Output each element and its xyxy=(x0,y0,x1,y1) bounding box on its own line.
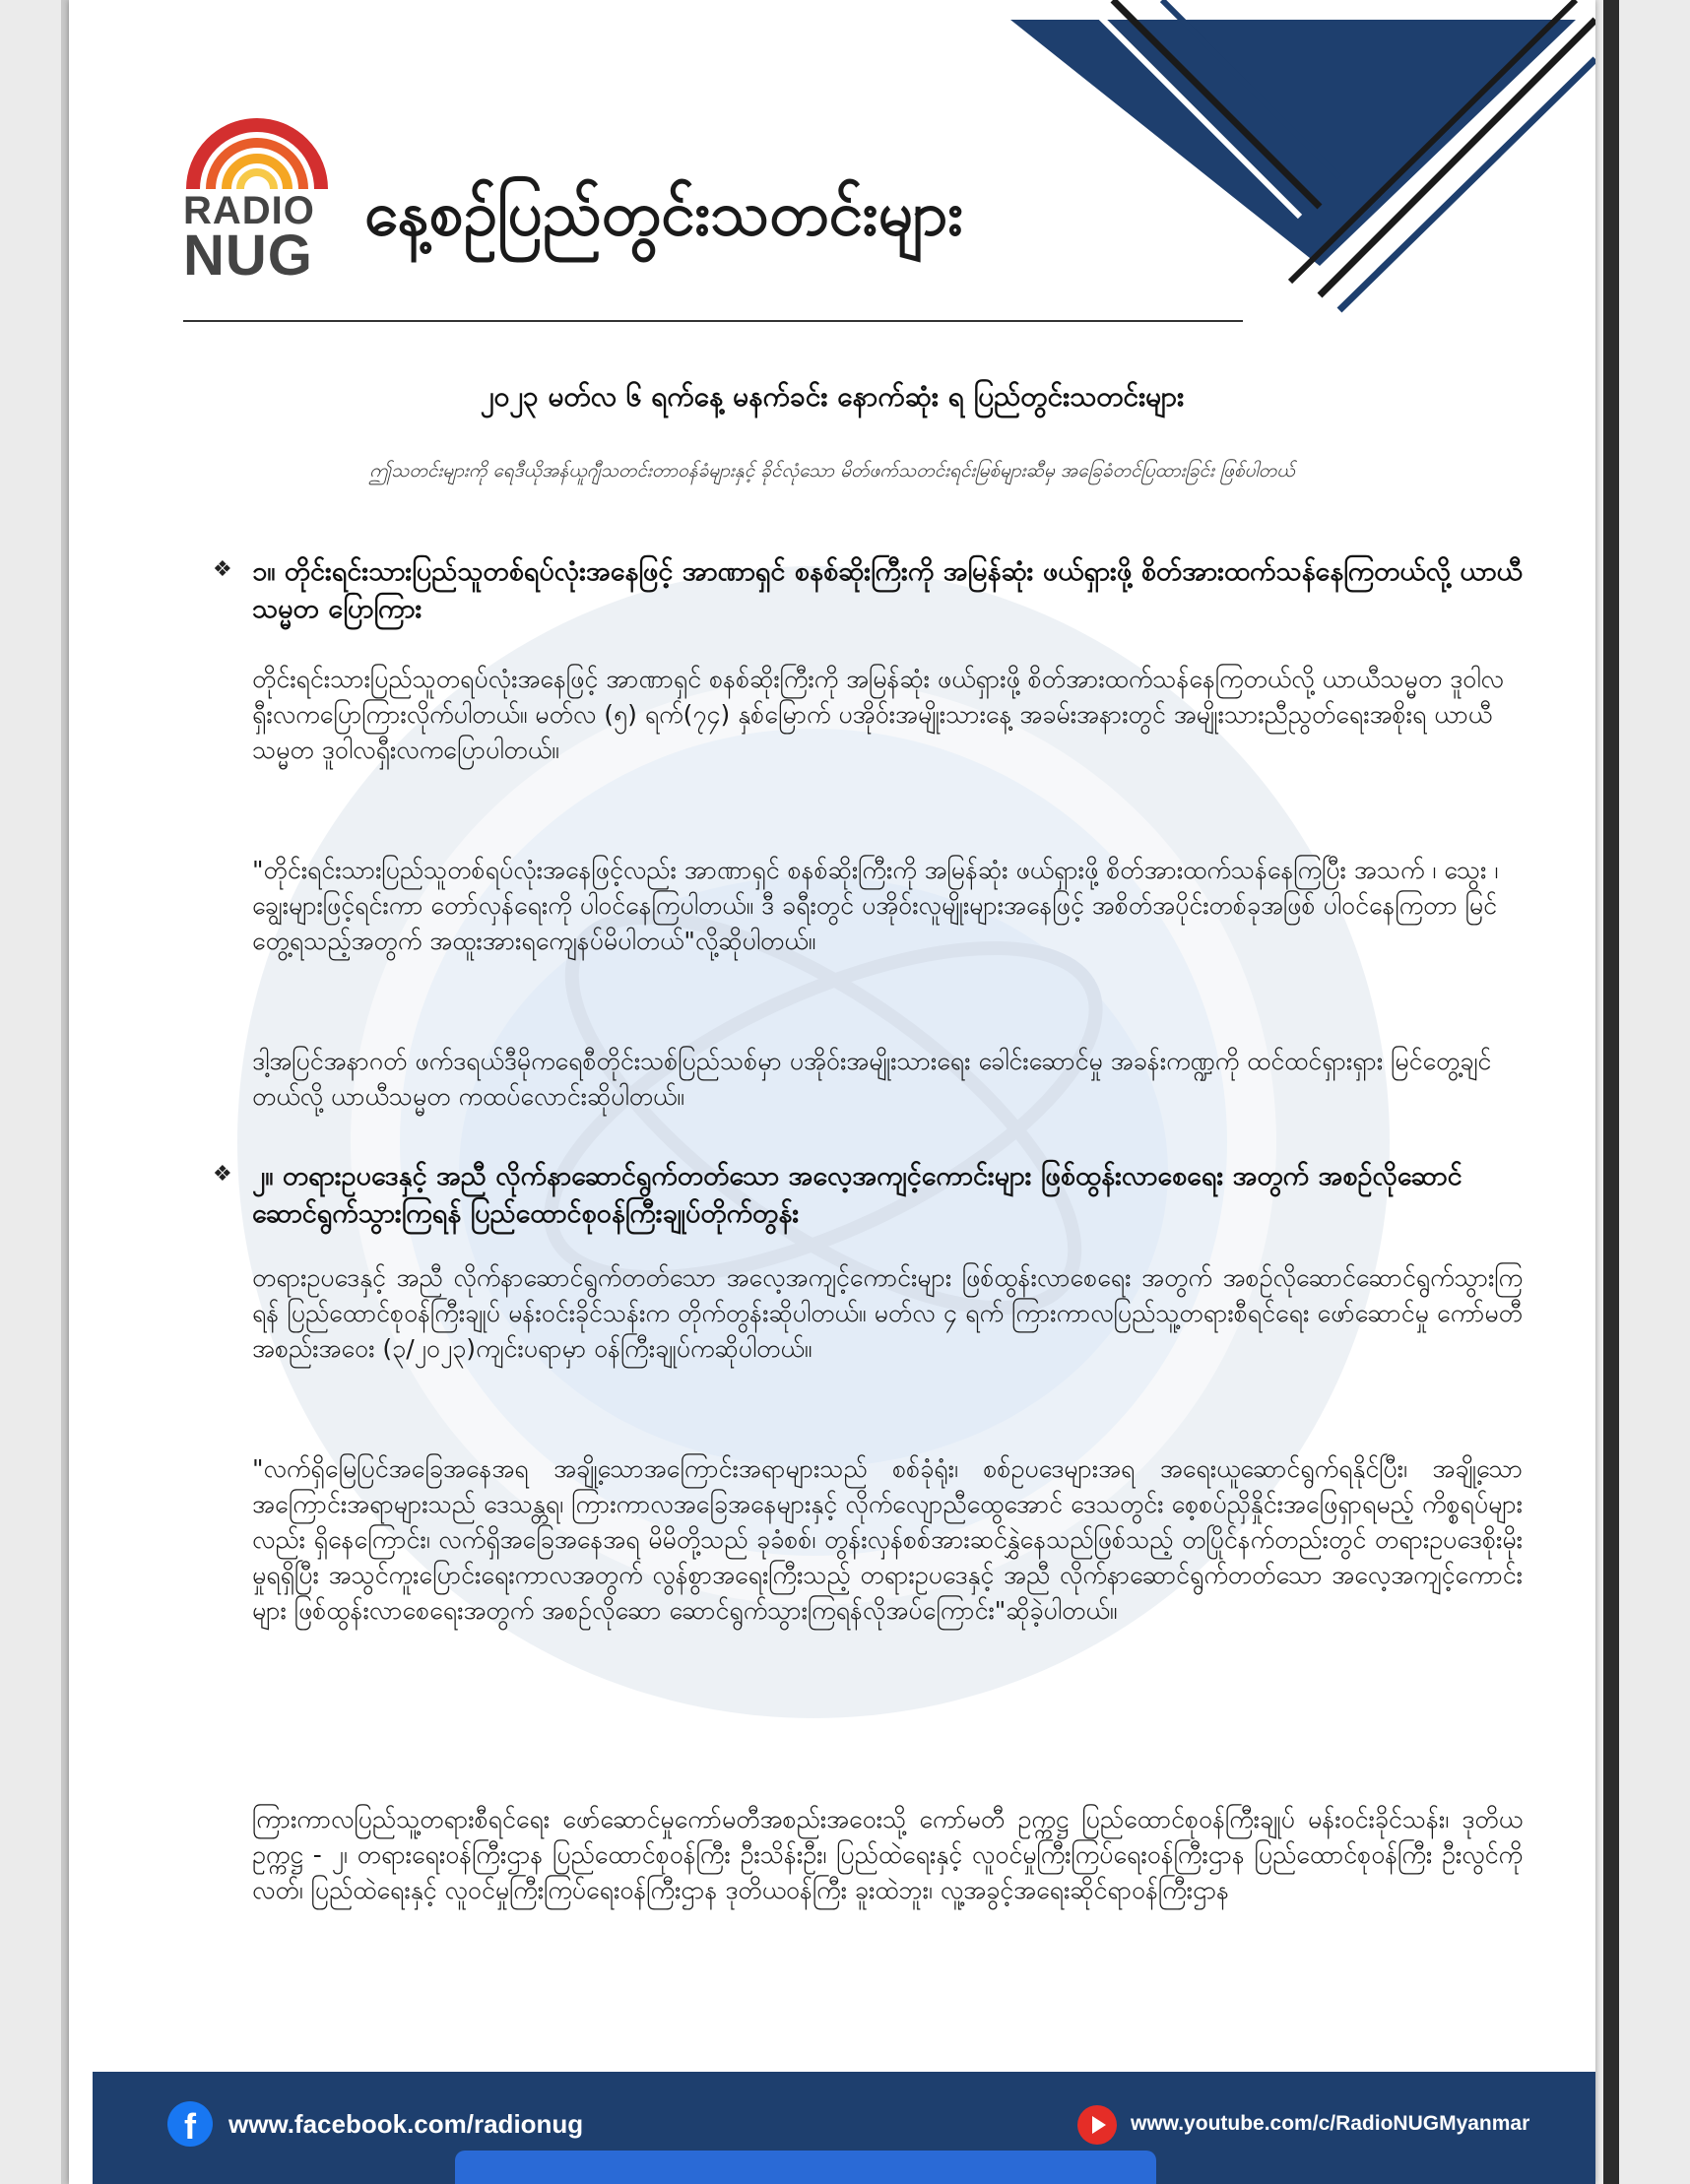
radio-nug-logo xyxy=(183,110,331,288)
corner-decoration xyxy=(965,0,1595,325)
article-paragraph: ဒါ့အပြင်အနာဂတ် ဖက်ဒရယ်ဒီမိုကရေစီတိုင်းသစ်ပြည်သစ်မှာ ပအိုဝ်းအမျိုးသားရေး ခေါင်းဆောင်မှု အခန်းကဏ္ဍကို ထင်ထင်ရှားရှား မြင်တွေ့ချင်တယ်လို့ ယာယီသမ္မတ ကထပ်လောင်းဆိုပါတယ်။ xyxy=(252,1047,1492,1111)
article-paragraph: "လက်ရှိမြေပြင်အခြေအနေအရ အချို့သောအကြောင်းအရာများသည် စစ်ခုံရုံး၊ စစ်ဥပဒေများအရ အရေးယူဆောင်ရွက်ရနိုင်ပြီး၊ အချို့သော အကြောင်းအရာများသည် ဒေသန္တရ၊ ကြားကာလအခြေအနေများနှင့် လိုက်လျောညီထွေအောင် ဒေသတွင်း စေ့စပ်ညှိနှိုင်းအဖြေရှာရမည့် ကိစ္စရပ်များလည်း ရှိနေကြောင်း၊ လက်ရှိအခြေအနေအရ မိမိတို့သည် ခုခံစစ်၊ တွန်းလှန်စစ်အားဆင်နွှဲနေသည်ဖြစ်သည့် တပြိုင်နက်တည်းတွင် တရားဥပဒေစိုးမိုးမှုရရှိပြီး အသွင်ကူးပြောင်းရေးကာလအတွက် လွန်စွာအရေးကြီးသည့် တရားဥပဒေနှင့် အညီ လိုက်နာဆောင်ရွက်တတ်သော အလေ့အကျင့်ကောင်းများ ဖြစ်ထွန်းလာစေရေးအတွက် အစဉ်လိုဆော ဆောင်ရွက်သွားကြရန်လိုအပ်ကြောင်း"ဆိုခဲ့ပါတယ်။ xyxy=(252,1454,1523,1625)
radio-waves-icon xyxy=(183,110,331,199)
facebook-link[interactable]: www.facebook.com/radionug xyxy=(228,2109,584,2139)
header-divider xyxy=(183,320,1243,322)
logo-radio-text: RADIO xyxy=(183,189,315,232)
article-headline: ၂။ တရားဥပဒေနှင့် အညီ လိုက်နာဆောင်ရွက်တတ်သော အလေ့အကျင့်ကောင်းများ ဖြစ်ထွန်းလာစေရေး အတွက် အစဉ်လိုဆောင်ဆောင်ရွက်သွားကြရန် ပြည်ထောင်စုဝန်ကြီးချုပ်တိုက်တွန်း xyxy=(252,1161,1462,1229)
source-note: ဤသတင်းများကို ရေဒီယိုအန်ယူဂျီသတင်းတာဝန်ခံများနှင့် ခိုင်လုံသော မိတ်ဖက်သတင်းရင်းမြစ်များဆီမှ အခြေခံတင်ပြထားခြင်း ဖြစ်ပါတယ် xyxy=(369,460,1295,482)
document-page xyxy=(69,0,1595,2184)
youtube-link[interactable]: www.youtube.com/c/RadioNUGMyanmar xyxy=(1131,2112,1530,2135)
article-paragraph: ကြားကာလပြည်သူ့တရားစီရင်ရေး ဖော်ဆောင်မှုကော်မတီအစည်းအဝေးသို့ ကော်မတီ ဥက္ကဋ္ဌ ပြည်ထောင်စုဝန်ကြီးချုပ် မန်းဝင်းခိုင်သန်း၊ ဒုတိယဥက္ကဋ္ဌ - ၂၊ တရားရေးဝန်ကြီးဌာန ပြည်ထောင်စုဝန်ကြီး ဦးသိန်းဦး၊ ပြည်ထဲရေးနှင့် လူဝင်မှုကြီးကြပ်ရေးဝန်ကြီးဌာန ပြည်ထောင်စုဝန်ကြီး ဦးလွင်ကိုလတ်၊ ပြည်ထဲရေးနှင့် လူဝင်မှုကြီးကြပ်ရေးဝန်ကြီးဌာန ဒုတိယဝန်ကြီး ခူးထဲဘူး၊ လူ့အခွင့်အရေးဆိုင်ရာဝန်ကြီးဌာန xyxy=(252,1805,1523,1904)
youtube-icon[interactable] xyxy=(1077,2105,1117,2145)
article-headline: ၁။ တိုင်းရင်းသားပြည်သူတစ်ရပ်လုံးအနေဖြင့် အာဏာရှင် စနစ်ဆိုးကြီးကို အမြန်ဆုံး ဖယ်ရှားဖို့ စိတ်အားထက်သန်နေကြတယ်လို့ ယာယီသမ္မတ ပြောကြား xyxy=(252,556,1523,624)
masthead-title: နေ့စဉ်ပြည်တွင်းသတင်းများ xyxy=(364,177,964,249)
bullet-icon: ❖ xyxy=(213,557,232,582)
page-shadow-right xyxy=(1603,0,1619,2184)
facebook-icon[interactable]: f xyxy=(167,2101,213,2147)
bullet-icon: ❖ xyxy=(213,1162,232,1187)
article-paragraph: တိုင်းရင်းသားပြည်သူတရပ်လုံးအနေဖြင့် အာဏာရှင် စနစ်ဆိုးကြီးကို အမြန်ဆုံး ဖယ်ရှားဖို့ စိတ်အားထက်သန်နေကြတယ်လို့ ယာယီသမ္မတ ဒူဝါလရှီးလကပြောကြားလိုက်ပါတယ်။ မတ်လ (၅) ရက်(၇၄) နှစ်မြောက် ပအိုဝ်းအမျိုးသားနေ့ အခမ်းအနားတွင် အမျိုးသားညီညွတ်ရေးအစိုးရ ယာယီသမ္မတ ဒူဝါလရှီးလကပြောပါတယ်။ xyxy=(252,665,1504,764)
article-paragraph: "တိုင်းရင်းသားပြည်သူတစ်ရပ်လုံးအနေဖြင့်လည်း အာဏာရှင် စနစ်ဆိုးကြီးကို အမြန်ဆုံး ဖယ်ရှားဖို့ စိတ်အားထက်သန်နေကြပြီး အသက် ၊ သွေး ၊ ချွေးများဖြင့်ရင်းကာ တော်လှန်ရေးကို ပါဝင်နေကြပါတယ်။ ဒီ ခရီးတွင် ပအိုဝ်းလူမျိုးများအနေဖြင့် အစိတ်အပိုင်းတစ်ခုအဖြစ် ပါဝင်နေကြတာ မြင်တွေ့ရသည့်အတွက် အထူးအားရကျေနပ်မိပါတယ်"လို့ဆိုပါတယ်။ xyxy=(252,856,1499,955)
page-shadow-left xyxy=(61,0,69,2184)
date-heading: ၂၀၂၃ မတ်လ ၆ ရက်နေ့ မနက်ခင်း နောက်ဆုံး ရ ပြည်တွင်းသတင်းများ xyxy=(480,380,1185,413)
article-paragraph: တရားဥပဒေနှင့် အညီ လိုက်နာဆောင်ရွက်တတ်သော အလေ့အကျင့်ကောင်းများ ဖြစ်ထွန်းလာစေရေး အတွက် အစဉ်လိုဆောင်ဆောင်ရွက်သွားကြရန် ပြည်ထောင်စုဝန်ကြီးချုပ် မန်းဝင်းခိုင်သန်းက တိုက်တွန်းဆိုပါတယ်။ မတ်လ ၄ ရက် ကြားကာလပြည်သူ့တရားစီရင်ရေး ဖော်ဆောင်မှု ကော်မတီ အစည်းအဝေး (၃/၂၀၂၃)ကျင်းပရာမှာ ဝန်ကြီးချုပ်ကဆိုပါတယ်။ xyxy=(252,1263,1523,1363)
footer-accent-bar xyxy=(455,2151,1156,2184)
logo-nug-text: NUG xyxy=(183,224,313,288)
